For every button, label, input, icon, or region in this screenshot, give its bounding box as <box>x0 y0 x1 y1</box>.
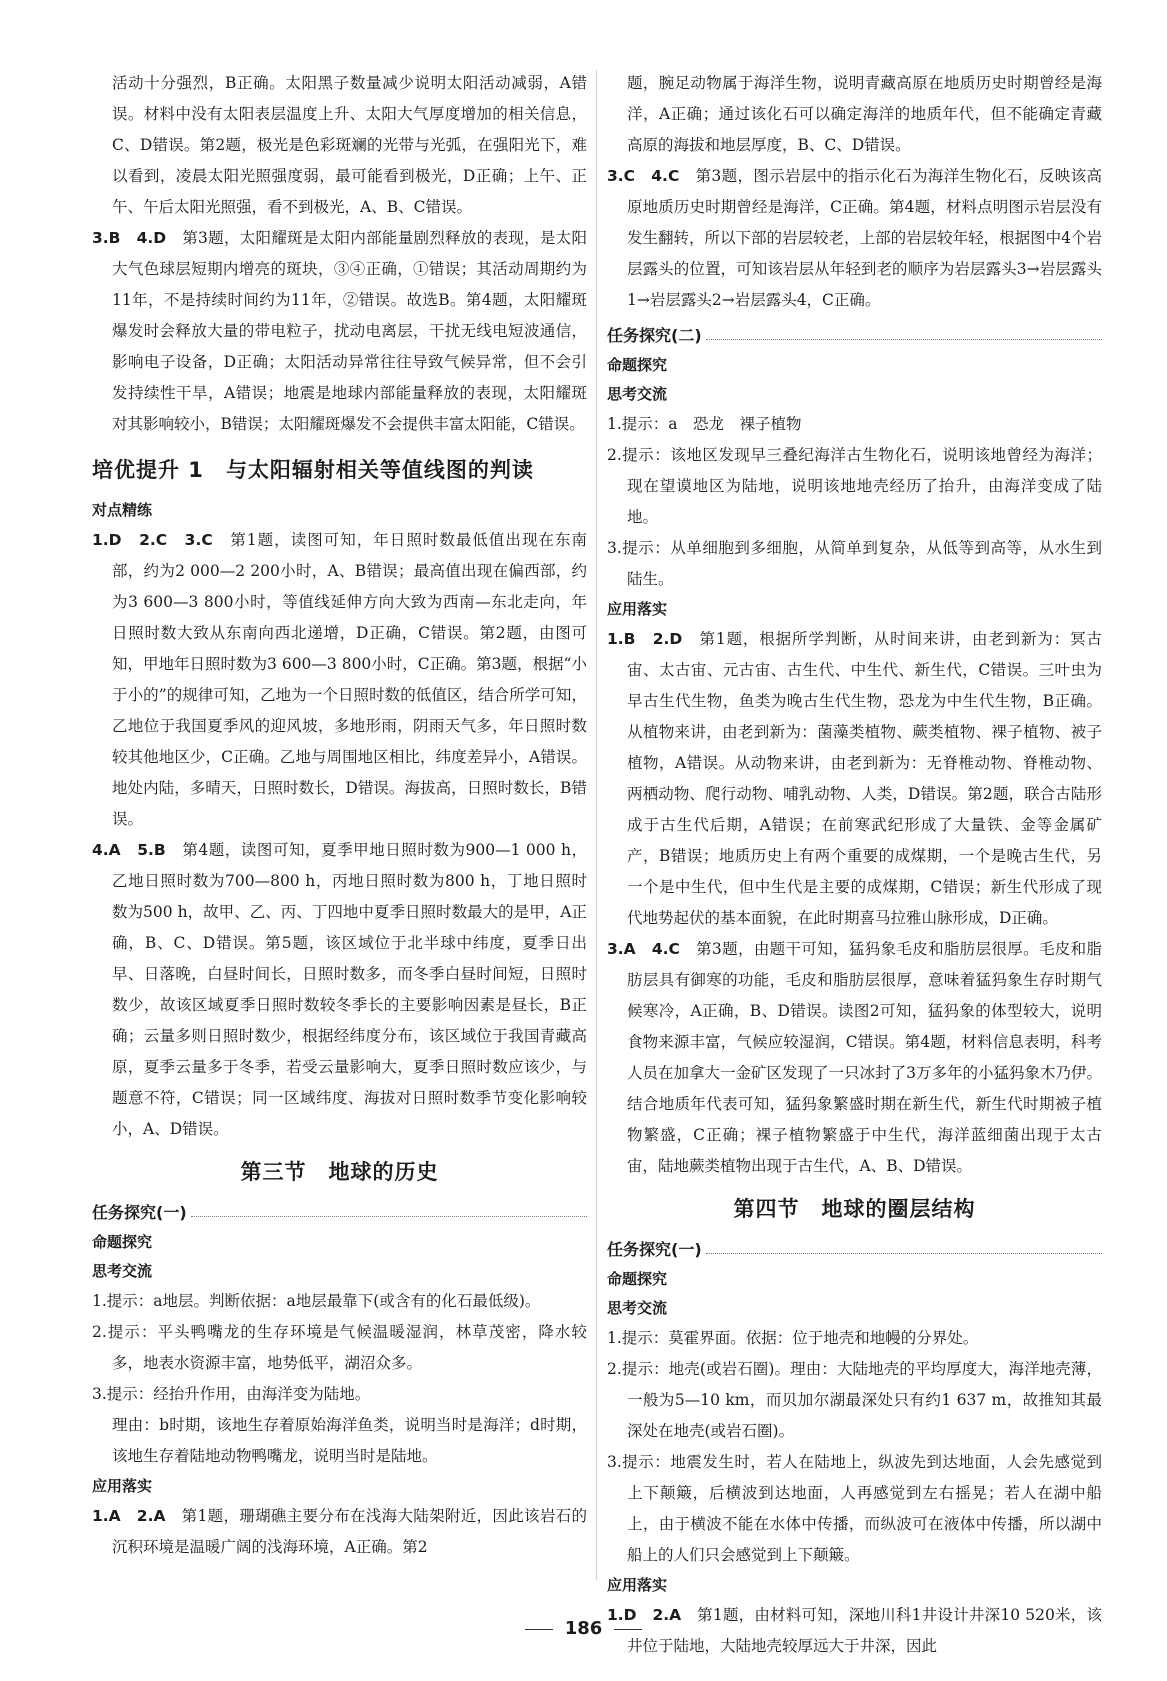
task-label: 任务探究(一) <box>607 1240 702 1259</box>
hint-item: 3.提示：从单细胞到多细胞，从简单到复杂，从低等到高等，从水生到陆生。 <box>607 539 1102 588</box>
subheading: 应用落实 <box>607 1576 668 1594</box>
subheading: 应用落实 <box>607 600 668 618</box>
paragraph: 活动十分强烈，B正确。太阳黑子数量减少说明太阳活动减弱，A错误。材料中没有太阳表层温度上升、太阳大气厚度增加的相关信息，C、D错误。第2题，极光是色彩斑斓的光带与光弧，在强阳光下，难以看到，凌晨太阳光照强度弱，最可能看到极光，D正确；上午、正午、午后太阳光照强，看不到极光，A、B、C错误。 <box>112 74 587 216</box>
answer-key: 1.D 2.A <box>607 1606 682 1624</box>
paragraph: 题，腕足动物属于海洋生物，说明青藏高原在地质历史时期曾经是海洋，A正确；通过该化石可以确定海洋的地质年代，但不能确定青藏高原的海拔和地层厚度，B、C、D错误。 <box>627 74 1102 154</box>
task-heading <box>92 1197 587 1228</box>
answer-explanation: 第1题，根据所学判断，从时间来讲，由老到新为：冥古宙、太古宙、元古宙、古生代、中生代、新生代，C错误。三叶虫为早古生代生物，鱼类为晚古生代生物，恐龙为中生代生物，B正确。从植物来讲，由老到新为：菌藻类植物、蕨类植物、裸子植物、被子植物，A错误。从动物来讲，由老到新为：无脊椎动物、脊椎动物、两栖动物、爬行动物、哺乳动物、人类，D错误。第2题，联合古陆形成于古生代后期，A错误；在前寒武纪形成了大量铁、金等金属矿产，B错误；地质历史上有两个重要的成煤期，一个是晚古生代，另一个是中生代，但中生代是主要的成煤期，C错误；新生代形成了现代地势起伏的基本面貌，在此时期喜马拉雅山脉形成，D正确。 <box>627 630 1102 927</box>
task-heading <box>607 320 1102 351</box>
answer-item <box>607 934 1102 1182</box>
answer-explanation: 第4题，读图可知，夏季甲地日照时数为900—1 000 h，乙地日照时数为700—800 h，丙地日照时数为800 h，丁地日照时数为500 h，故甲、乙、丙、丁四地中夏季日照时数最大的是甲，A正确，B、C、D错误。第5题，该区域位于北半球中纬度，夏季日出早、日落晚，白昼时间长，日照时数多，而冬季白昼时间短，日照时数少，故该区域夏季日照时数较冬季长的主要影响因素是昼长，B正确；云量多则日照时数少，根据经纬度分布，该区域位于我国青藏高原，夏季云量多于冬季，若受云量影响大，夏季日照时数应该少，与题意不符，C错误；同一区域纬度、海拔对日照时数季节变化影响较小，A、D错误。 <box>112 841 587 1138</box>
subheading: 命题探究 <box>607 1270 668 1288</box>
left-column <box>92 68 587 1563</box>
hint-item: 2.提示：地壳(或岩石圈)。理由：大陆地壳的平均厚度大，海洋地壳薄，一般为5—10 km，而贝加尔湖最深处只有约1 637 m，故推知其最深处在地壳(或岩石圈)。 <box>607 1360 1102 1440</box>
answer-explanation: 第1题，珊瑚礁主要分布在浅海大陆架附近，因此该岩石的沉积环境是温暖广阔的浅海环境，A正确。第2 <box>112 1507 587 1556</box>
answer-key: 3.B 4.D <box>92 229 167 247</box>
answer-item <box>92 525 587 835</box>
answer-key: 3.A 4.C <box>607 940 680 958</box>
answer-key: 4.A 5.B <box>92 841 166 859</box>
hint-item: 2.提示：该地区发现早三叠纪海洋古生物化石，说明该地曾经为海洋；现在望谟地区为陆地，说明该地地壳经历了抬升，由海洋变成了陆地。 <box>607 446 1102 526</box>
task-label: 任务探究(二) <box>607 326 702 345</box>
subheading: 思考交流 <box>607 1299 668 1317</box>
answer-item <box>92 223 587 440</box>
answer-key: 3.C 4.C <box>607 167 680 185</box>
column-divider <box>596 70 597 1580</box>
hint-item: 3.提示：地震发生时，若人在陆地上，纵波先到达地面，人会先感觉到上下颠簸，后横波到达地面，人再感觉到左右摇晃；若人在湖中船上，由于横波不能在水体中传播，而纵波可在液体中传播，所以湖中船上的人们只会感觉到上下颠簸。 <box>607 1453 1102 1564</box>
answer-explanation: 第3题，图示岩层中的指示化石为海洋生物化石，反映该高原地质历史时期曾经是海洋，C正确。第4题，材料点明图示岩层没有发生翻转，所以下部的岩层较老，上部的岩层较年轻，根据图中4个岩层露头的位置，可知该岩层从年轻到老的顺序为岩层露头3→岩层露头1→岩层露头2→岩层露头4，C正确。 <box>627 167 1102 309</box>
answer-explanation: 第1题，由材料可知，深地川科1井设计井深10 520米，该井位于陆地，大陆地壳较厚远大于井深，因此 <box>627 1606 1102 1655</box>
answer-explanation: 第3题，太阳耀斑是太阳内部能量剧烈释放的表现，是太阳大气色球层短期内增亮的斑块，③④正确，①错误；其活动周期约为11年，不是持续时间约为11年，②错误。故选B。第4题，太阳耀斑爆发时会释放大量的带电粒子，扰动电离层，干扰无线电短波通信，影响电子设备，D正确；太阳活动异常往往导致气候异常，但不会引发持续性干旱，A错误；地震是地球内部能量释放的表现，太阳耀斑对其影响较小，B错误；太阳耀斑爆发不会提供丰富太阳能，C错误。 <box>112 229 587 433</box>
right-column <box>607 68 1102 1662</box>
answer-item <box>92 1501 587 1563</box>
hint-reason: 理由：b时期，该地生存着原始海洋鱼类，说明当时是海洋；d时期，该地生存着陆地动物鸭嘴龙，说明当时是陆地。 <box>112 1416 587 1465</box>
section-label: 培优提升 1 <box>92 458 204 482</box>
answer-key: 1.A 2.A <box>92 1507 166 1525</box>
page-number-text: 186 <box>564 1618 603 1639</box>
subheading: 思考交流 <box>607 385 668 403</box>
answer-explanation: 第1题，读图可知，年日照时数最低值出现在东南部，约为2 000—2 200小时，A、B错误；最高值出现在偏西部，约为3 600—3 800小时，等值线延伸方向大致为西南—东北走向，年日照时数大致从东南向西北递增，D正确，C错误。第2题，由图可知，甲地年日照时数为3 600—3 800小时，C正确。第3题，根据“小于小的”的规律可知，乙地为一个日照时数的低值区，结合所学可知，乙地位于我国夏季风的迎风坡，多地形雨，阴雨天气多，年日照时数较其他地区少，C正确。乙地与周围地区相比，纬度差异小，A错误。地处内陆，多晴天，日照时数长，D错误。海拔高，日照时数长，B错误。 <box>112 531 587 828</box>
subheading: 命题探究 <box>92 1233 153 1251</box>
dotted-rule <box>706 339 1102 340</box>
subheading: 命题探究 <box>607 356 668 374</box>
answer-key: 1.D 2.C 3.C <box>92 531 213 549</box>
hint-item: 1.提示：a地层。判断依据：a地层最靠下(或含有的化石最低级)。 <box>92 1292 541 1310</box>
answer-explanation: 第3题，由题干可知，猛犸象毛皮和脂肪层很厚。毛皮和脂肪层具有御寒的功能，毛皮和脂肪层很厚，意味着猛犸象生存时期气候寒冷，A正确，B、D错误。读图2可知，猛犸象的体型较大，说明食物来源丰富，气候应较湿润，C错误。第4题，材料信息表明，科考人员在加拿大一金矿区发现了一只冰封了3万多年的小猛犸象木乃伊。结合地质年代表可知，猛犸象繁盛时期在新生代，新生代时期被子植物繁盛，C正确；裸子植物繁盛于中生代，海洋蓝细菌出现于太古宙，陆地蕨类植物出现于古生代，A、B、D错误。 <box>627 940 1102 1175</box>
task-heading <box>607 1234 1102 1265</box>
section-title: 第四节 地球的圈层结构 <box>733 1197 976 1221</box>
dash-left <box>525 1629 553 1630</box>
dotted-rule <box>191 1216 587 1217</box>
answer-item <box>607 624 1102 934</box>
subheading: 思考交流 <box>92 1262 153 1280</box>
hint-item: 2.提示：平头鸭嘴龙的生存环境是气候温暖湿润，林草茂密，降水较多，地表水资源丰富，地势低平，湖沼众多。 <box>92 1323 587 1372</box>
page-number <box>0 1618 1167 1639</box>
hint-item: 3.提示：经抬升作用，由海洋变为陆地。 <box>92 1385 371 1403</box>
dash-right <box>614 1629 642 1630</box>
answer-key: 1.B 2.D <box>607 630 683 648</box>
task-label: 任务探究(一) <box>92 1203 187 1222</box>
subheading: 应用落实 <box>92 1477 153 1495</box>
answer-item <box>607 161 1102 316</box>
section-title: 第三节 地球的历史 <box>240 1160 439 1184</box>
hint-item: 1.提示：a 恐龙 裸子植物 <box>607 415 802 433</box>
hint-item: 1.提示：莫霍界面。依据：位于地壳和地幔的分界处。 <box>607 1329 979 1347</box>
section-heading <box>92 452 587 488</box>
dotted-rule <box>706 1253 1102 1254</box>
answer-item <box>92 835 587 1145</box>
subheading: 对点精练 <box>92 501 153 519</box>
section-title: 与太阳辐射相关等值线图的判读 <box>225 458 534 482</box>
